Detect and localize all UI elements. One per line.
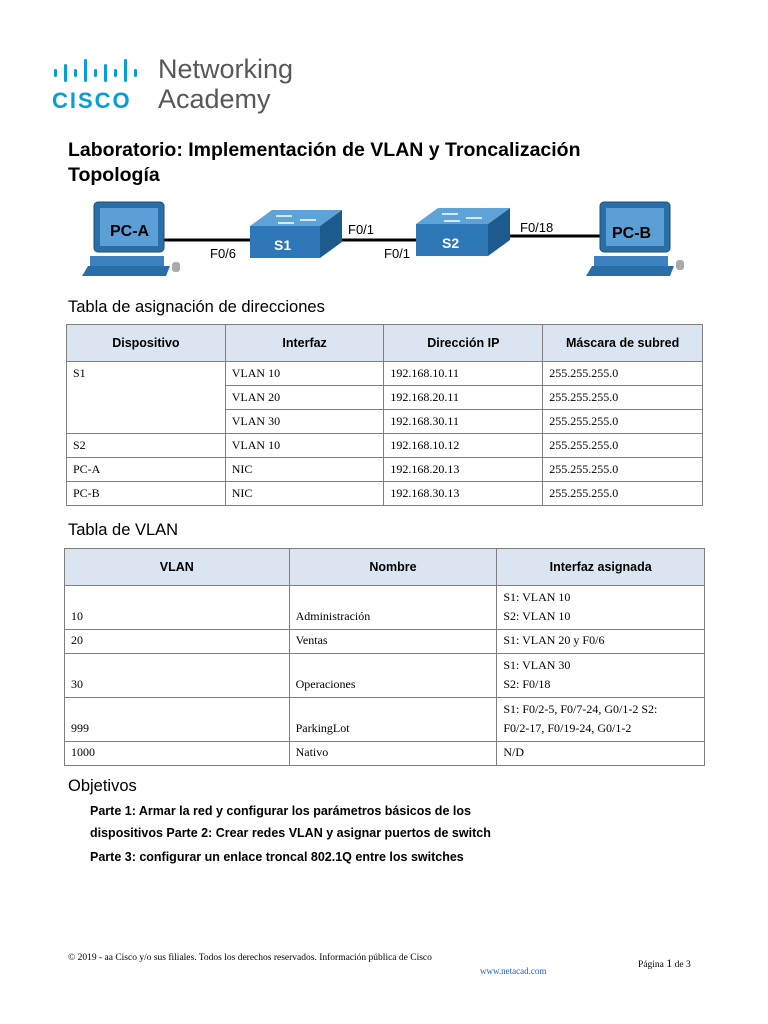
column-header: Dirección IP	[384, 325, 543, 362]
footer-copyright: © 2019 - aa Cisco y/o sus filiales. Todos los derechos reservados. Información pública de Cisco	[68, 953, 432, 963]
port-label-f018: F0/18	[520, 220, 554, 235]
table-cell: 255.255.255.0	[543, 362, 703, 386]
table-cell: 192.168.20.13	[384, 458, 543, 482]
table-cell: VLAN 30	[225, 410, 384, 434]
cisco-networking-academy-logo	[52, 54, 312, 118]
table-row	[67, 434, 703, 458]
table-cell: PC-A	[67, 458, 226, 482]
table-cell: VLAN 20	[225, 386, 384, 410]
table-cell: 192.168.30.13	[384, 482, 543, 506]
table-cell: 255.255.255.0	[543, 386, 703, 410]
objectives-heading: Objetivos	[68, 777, 137, 795]
page-suffix: de 3	[674, 960, 691, 970]
table-cell: 30	[65, 654, 290, 698]
logo-line-networking: Networking	[158, 54, 294, 84]
port-label-s1-f01: F0/1	[348, 222, 375, 237]
table-cell: 192.168.10.11	[384, 362, 543, 386]
table-cell: S1: VLAN 20 y F0/6	[497, 630, 705, 654]
column-header: Nombre	[289, 549, 497, 586]
table-cell: PC-B	[67, 482, 226, 506]
page-prefix: Página	[638, 960, 664, 970]
port-label-s2-f01: F0/1	[384, 246, 411, 261]
table-cell: 192.168.20.11	[384, 386, 543, 410]
vlan-table	[64, 548, 705, 766]
table-cell: S1	[67, 362, 226, 434]
objective-line: Parte 3: configurar un enlace troncal 802.1Q entre los switches	[90, 850, 464, 864]
column-header: VLAN	[65, 549, 290, 586]
table-cell: 255.255.255.0	[543, 410, 703, 434]
section-heading-topology: Topología	[68, 164, 160, 186]
table-cell: 10	[65, 586, 290, 630]
table-cell: ParkingLot	[289, 698, 497, 742]
objective-line: dispositivos Parte 2: Crear redes VLAN y asignar puertos de switch	[90, 826, 491, 840]
table-cell: Ventas	[289, 630, 497, 654]
page-current: 1	[666, 956, 673, 970]
switch-s2-icon	[416, 208, 510, 256]
table-header-row	[67, 325, 703, 362]
switch-s1-label: S1	[274, 237, 292, 253]
table-cell: 192.168.10.12	[384, 434, 543, 458]
table-cell: 255.255.255.0	[543, 434, 703, 458]
address-table-heading: Tabla de asignación de direcciones	[68, 298, 325, 316]
table-row	[67, 458, 703, 482]
pc-b-computer-icon	[586, 202, 684, 276]
footer-netacad-link[interactable]: www.netacad.com	[480, 966, 547, 976]
cisco-bars-icon	[52, 58, 148, 84]
table-cell: NIC	[225, 482, 384, 506]
vlan-table-heading: Tabla de VLAN	[68, 521, 179, 539]
table-cell: VLAN 10	[225, 434, 384, 458]
table-cell: 255.255.255.0	[543, 482, 703, 506]
table-cell: N/D	[497, 742, 705, 766]
switch-s1-icon	[250, 210, 342, 258]
address-table	[66, 324, 703, 506]
table-cell: 192.168.30.11	[384, 410, 543, 434]
table-cell: S1: F0/2-5, F0/7-24, G0/1-2 S2: F0/2-17, F0/19-24, G0/1-2	[497, 698, 705, 742]
column-header: Interfaz asignada	[497, 549, 705, 586]
table-row	[67, 362, 703, 386]
column-header: Interfaz	[225, 325, 384, 362]
table-cell: Operaciones	[289, 654, 497, 698]
table-cell: S1: VLAN 10 S2: VLAN 10	[497, 586, 705, 630]
footer-page-number	[638, 956, 691, 971]
table-cell: VLAN 10	[225, 362, 384, 386]
table-row	[67, 482, 703, 506]
table-cell: S1: VLAN 30 S2: F0/18	[497, 654, 705, 698]
pc-b-label: PC-B	[612, 225, 652, 242]
table-row	[65, 654, 705, 698]
table-cell: Nativo	[289, 742, 497, 766]
table-cell: 999	[65, 698, 290, 742]
pc-a-label: PC-A	[110, 223, 150, 240]
table-row	[65, 586, 705, 630]
table-cell: 255.255.255.0	[543, 458, 703, 482]
table-row	[65, 698, 705, 742]
table-cell: Administración	[289, 586, 497, 630]
table-cell: 20	[65, 630, 290, 654]
cisco-wordmark: CISCO	[52, 88, 132, 113]
table-cell: NIC	[225, 458, 384, 482]
table-cell: 1000	[65, 742, 290, 766]
table-row	[65, 742, 705, 766]
document-title: Laboratorio: Implementación de VLAN y Troncalización	[68, 139, 581, 161]
table-cell: S2	[67, 434, 226, 458]
switch-s2-label: S2	[442, 235, 460, 251]
port-label-f06: F0/6	[210, 246, 237, 261]
table-row	[65, 630, 705, 654]
logo-line-academy: Academy	[158, 84, 271, 114]
column-header: Dispositivo	[67, 325, 226, 362]
objective-line: Parte 1: Armar la red y configurar los parámetros básicos de los	[90, 804, 471, 818]
network-topology-diagram	[80, 196, 700, 288]
table-header-row	[65, 549, 705, 586]
column-header: Máscara de subred	[543, 325, 703, 362]
